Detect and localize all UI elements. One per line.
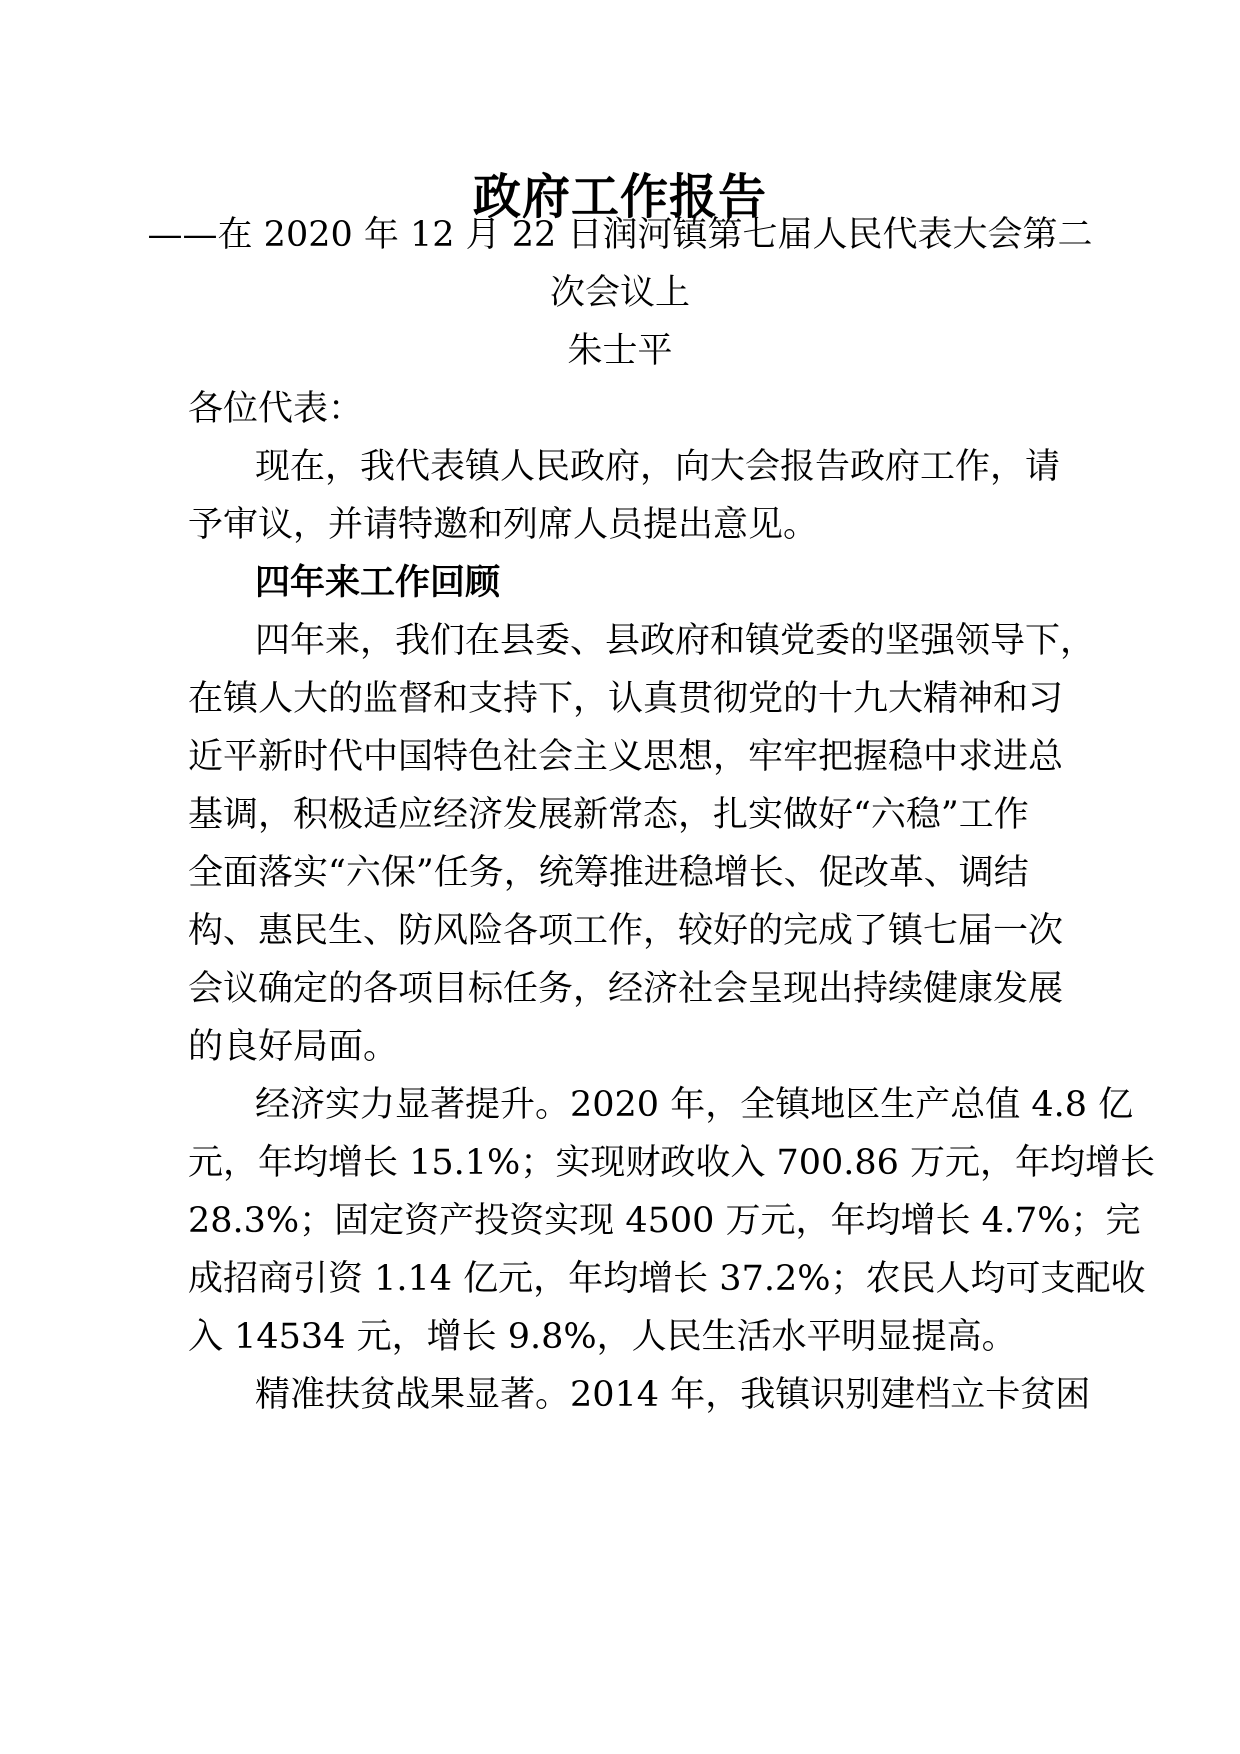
paragraph-2-line: 元，年均增长 15.1%；实现财政收入 700.86 万元，年均增长	[188, 1143, 1156, 1183]
intro-line-1: 现在，我代表镇人民政府，向大会报告政府工作，请	[255, 447, 1061, 487]
salutation: 各位代表：	[188, 389, 364, 429]
paragraph-1-line: 构、惠民生、防风险各项工作，较好的完成了镇七届一次	[188, 911, 1064, 951]
paragraph-1-line: 在镇人大的监督和支持下，认真贯彻党的十九大精神和习	[188, 679, 1064, 719]
paragraph-2-line: 28.3%；固定资产投资实现 4500 万元，年均增长 4.7%；完	[188, 1201, 1141, 1241]
paragraph-1-line: 近平新时代中国特色社会主义思想，牢牢把握稳中求进总	[188, 737, 1064, 777]
paragraph-1-line: 四年来，我们在县委、县政府和镇党委的坚强领导下，	[255, 621, 1096, 661]
paragraph-1-line: 会议确定的各项目标任务，经济社会呈现出持续健康发展	[188, 969, 1064, 1009]
author-name: 朱士平	[567, 331, 673, 371]
document-title: 政府工作报告	[472, 169, 767, 225]
section-heading: 四年来工作回顾	[255, 563, 501, 603]
paragraph-2-line: 入 14534 元，增长 9.8%，人民生活水平明显提高。	[188, 1317, 1017, 1357]
paragraph-2-line: 成招商引资 1.14 亿元，年均增长 37.2%；农民人均可支配收	[188, 1259, 1146, 1299]
subtitle-line-2: 次会议上	[549, 273, 690, 313]
paragraph-3-line: 精准扶贫战果显著。2014 年，我镇识别建档立卡贫困	[255, 1375, 1091, 1415]
paragraph-1-line: 的良好局面。	[188, 1027, 399, 1067]
intro-line-2: 予审议，并请特邀和列席人员提出意见。	[188, 505, 819, 545]
paragraph-1-line: 全面落实“六保”任务，统筹推进稳增长、促改革、调结	[188, 853, 1029, 893]
subtitle-line-1: ——在 2020 年 12 月 22 日润河镇第七届人民代表大会第二	[147, 215, 1093, 255]
paragraph-1-line: 基调，积极适应经济发展新常态，扎实做好“六稳”工作	[188, 795, 1029, 835]
paragraph-2-line: 经济实力显著提升。2020 年，全镇地区生产总值 4.8 亿	[255, 1085, 1134, 1125]
